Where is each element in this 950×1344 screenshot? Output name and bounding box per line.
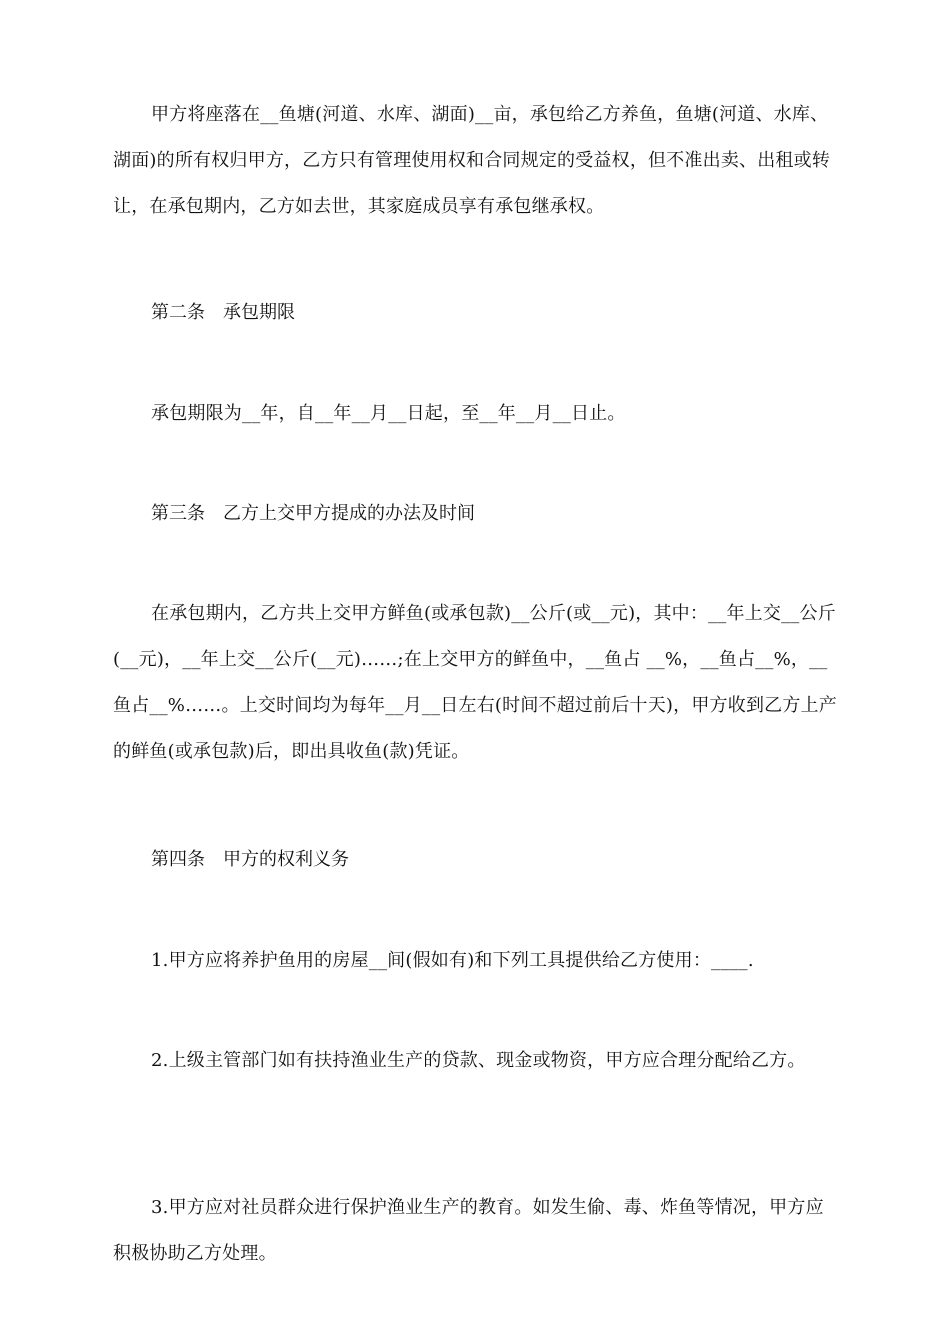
heading-article-4: 第四条 甲方的权利义务 [151, 849, 349, 870]
paragraph-pond-ownership: 甲方将座落在__鱼塘(河道、水库、湖面)__亩，承包给乙方养鱼，鱼塘(河道、水库、湖面)的所有权归甲方，乙方只有管理使用权和合同规定的受益权，但不准出卖、出租或转让，在承包期内，乙方如去世，其家庭成员享有承包继承权。 [113, 104, 831, 217]
paragraph-contract-term: 承包期限为__年，自__年__月__日起，至__年__月__日止。 [151, 403, 626, 424]
paragraph-submission-method: 在承包期内，乙方共上交甲方鲜鱼(或承包款)__公斤(或__元)，其中：__年上交__公斤(__元)，__年上交__公斤(__元)……;在上交甲方的鲜鱼中，__鱼占 __%，__鱼占__%，__鱼占__%……。上交时间均为每年__月__日左右(时间不超过前后十天)，甲方收到乙方上产的鲜鱼(或承包款)后，即出具收鱼(款)凭证。 [113, 603, 837, 762]
paragraph-duty-2: 2.上级主管部门如有扶持渔业生产的贷款、现金或物资，甲方应合理分配给乙方。 [151, 1050, 806, 1071]
heading-article-2: 第二条 承包期限 [151, 302, 295, 323]
heading-article-3: 第三条 乙方上交甲方提成的办法及时间 [151, 503, 475, 524]
paragraph-duty-3: 3.甲方应对社员群众进行保护渔业生产的教育。如发生偷、毒、炸鱼等情况，甲方应积极协助乙方处理。 [113, 1197, 824, 1264]
paragraph-duty-1: 1.甲方应将养护鱼用的房屋__间(假如有)和下列工具提供给乙方使用：____. [151, 950, 754, 971]
